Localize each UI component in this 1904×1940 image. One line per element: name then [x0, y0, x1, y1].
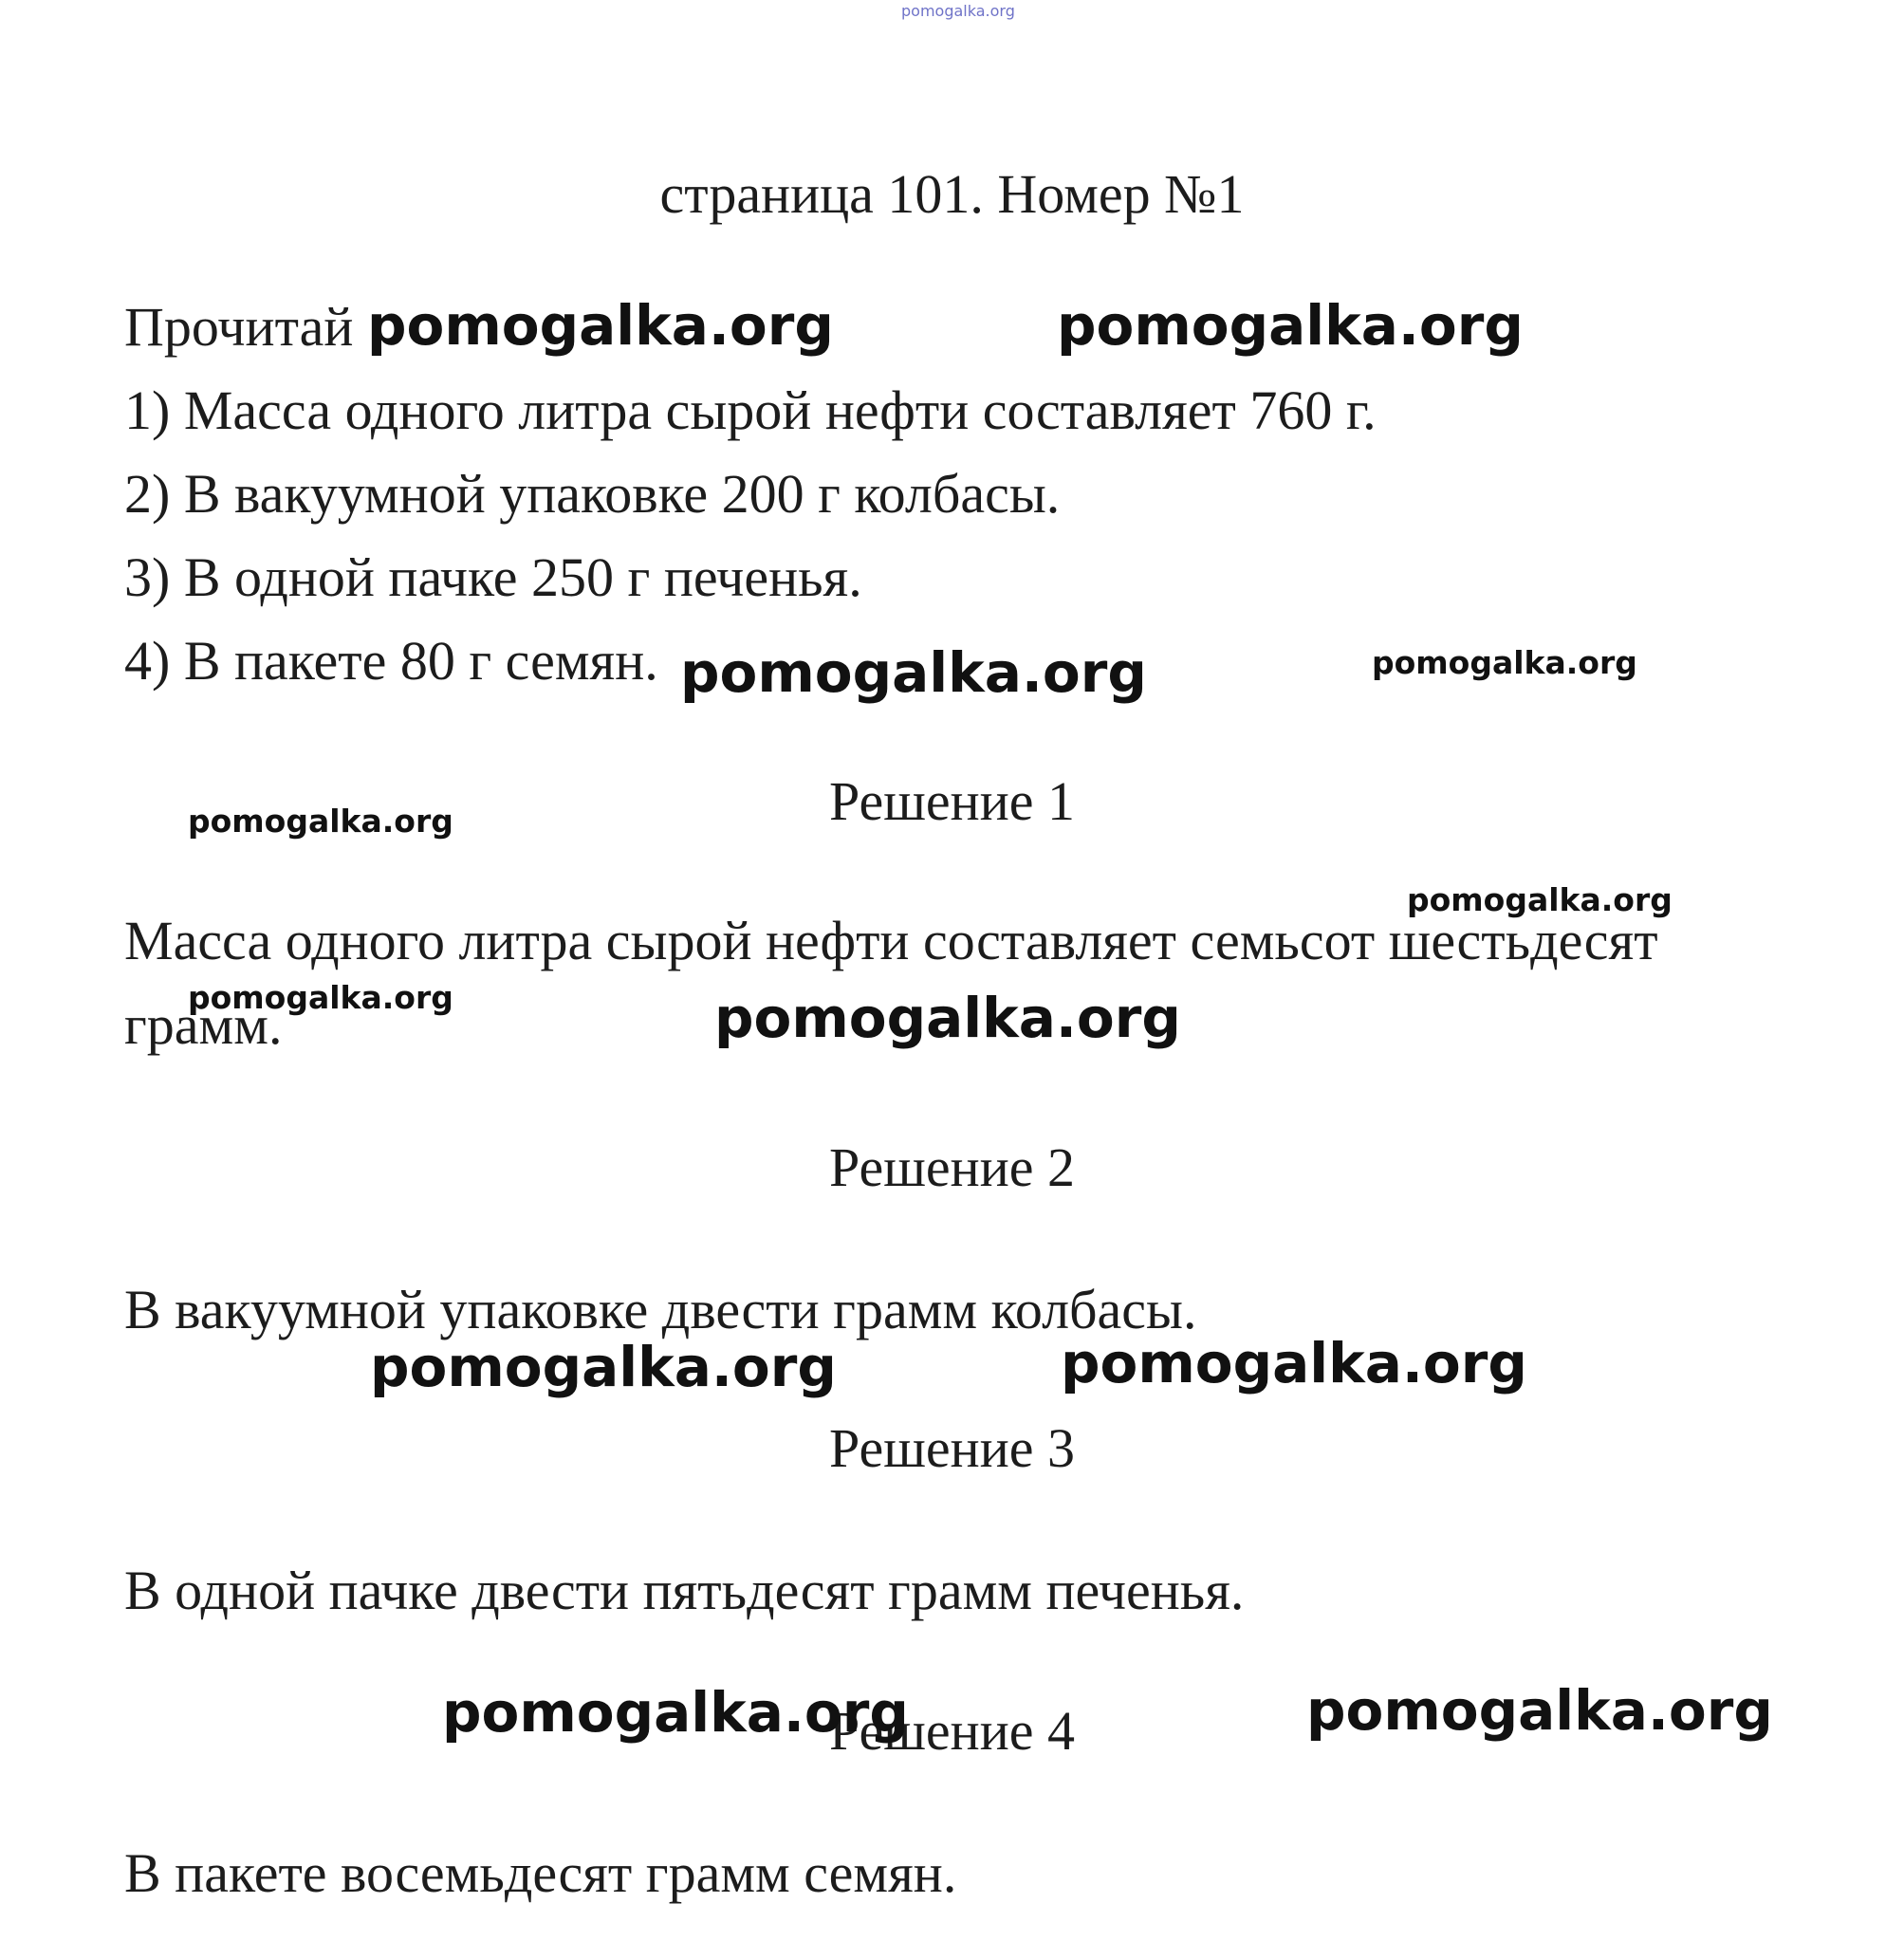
watermark: pomogalka.org	[1372, 644, 1637, 681]
page-title: страница 101. Номер №1	[659, 163, 1245, 225]
top-watermark: pomogalka.org	[901, 2, 1015, 20]
task-item-3: 3) В одной пачке 250 г печенья.	[124, 546, 862, 608]
watermark: pomogalka.org	[370, 1335, 837, 1399]
solution-1-line-2: грамм.	[124, 994, 283, 1056]
watermark: pomogalka.org	[188, 979, 453, 1016]
solution-2-heading: Решение 2	[829, 1136, 1075, 1198]
watermark: pomogalka.org	[1061, 1331, 1527, 1395]
solution-1-line-1: Масса одного литра сырой нефти составляет семьсот шестьдесят	[124, 910, 1658, 971]
watermark: pomogalka.org	[367, 293, 834, 358]
solution-2-line-1: В вакуумной упаковке двести грамм колбасы.	[124, 1279, 1197, 1340]
task-item-1: 1) Масса одного литра сырой нефти составляет 760 г.	[124, 379, 1377, 441]
watermark: pomogalka.org	[1057, 293, 1524, 358]
watermark: pomogalka.org	[442, 1680, 909, 1745]
watermark: pomogalka.org	[1306, 1678, 1773, 1743]
solution-4-heading: Решение 4	[829, 1700, 1075, 1762]
watermark: pomogalka.org	[714, 986, 1181, 1050]
solution-4-line-1: В пакете восемьдесят грамм семян.	[124, 1842, 957, 1904]
task-item-2: 2) В вакуумной упаковке 200 г колбасы.	[124, 463, 1061, 525]
solution-3-heading: Решение 3	[829, 1417, 1075, 1479]
task-item-4: 4) В пакете 80 г семян.	[124, 630, 658, 692]
intro-word: Прочитай	[124, 296, 354, 358]
watermark: pomogalka.org	[188, 803, 453, 840]
solution-1-heading: Решение 1	[829, 770, 1075, 832]
watermark: pomogalka.org	[680, 640, 1147, 705]
solution-3-line-1: В одной пачке двести пятьдесят грамм печенья.	[124, 1560, 1245, 1621]
watermark: pomogalka.org	[1407, 881, 1673, 918]
